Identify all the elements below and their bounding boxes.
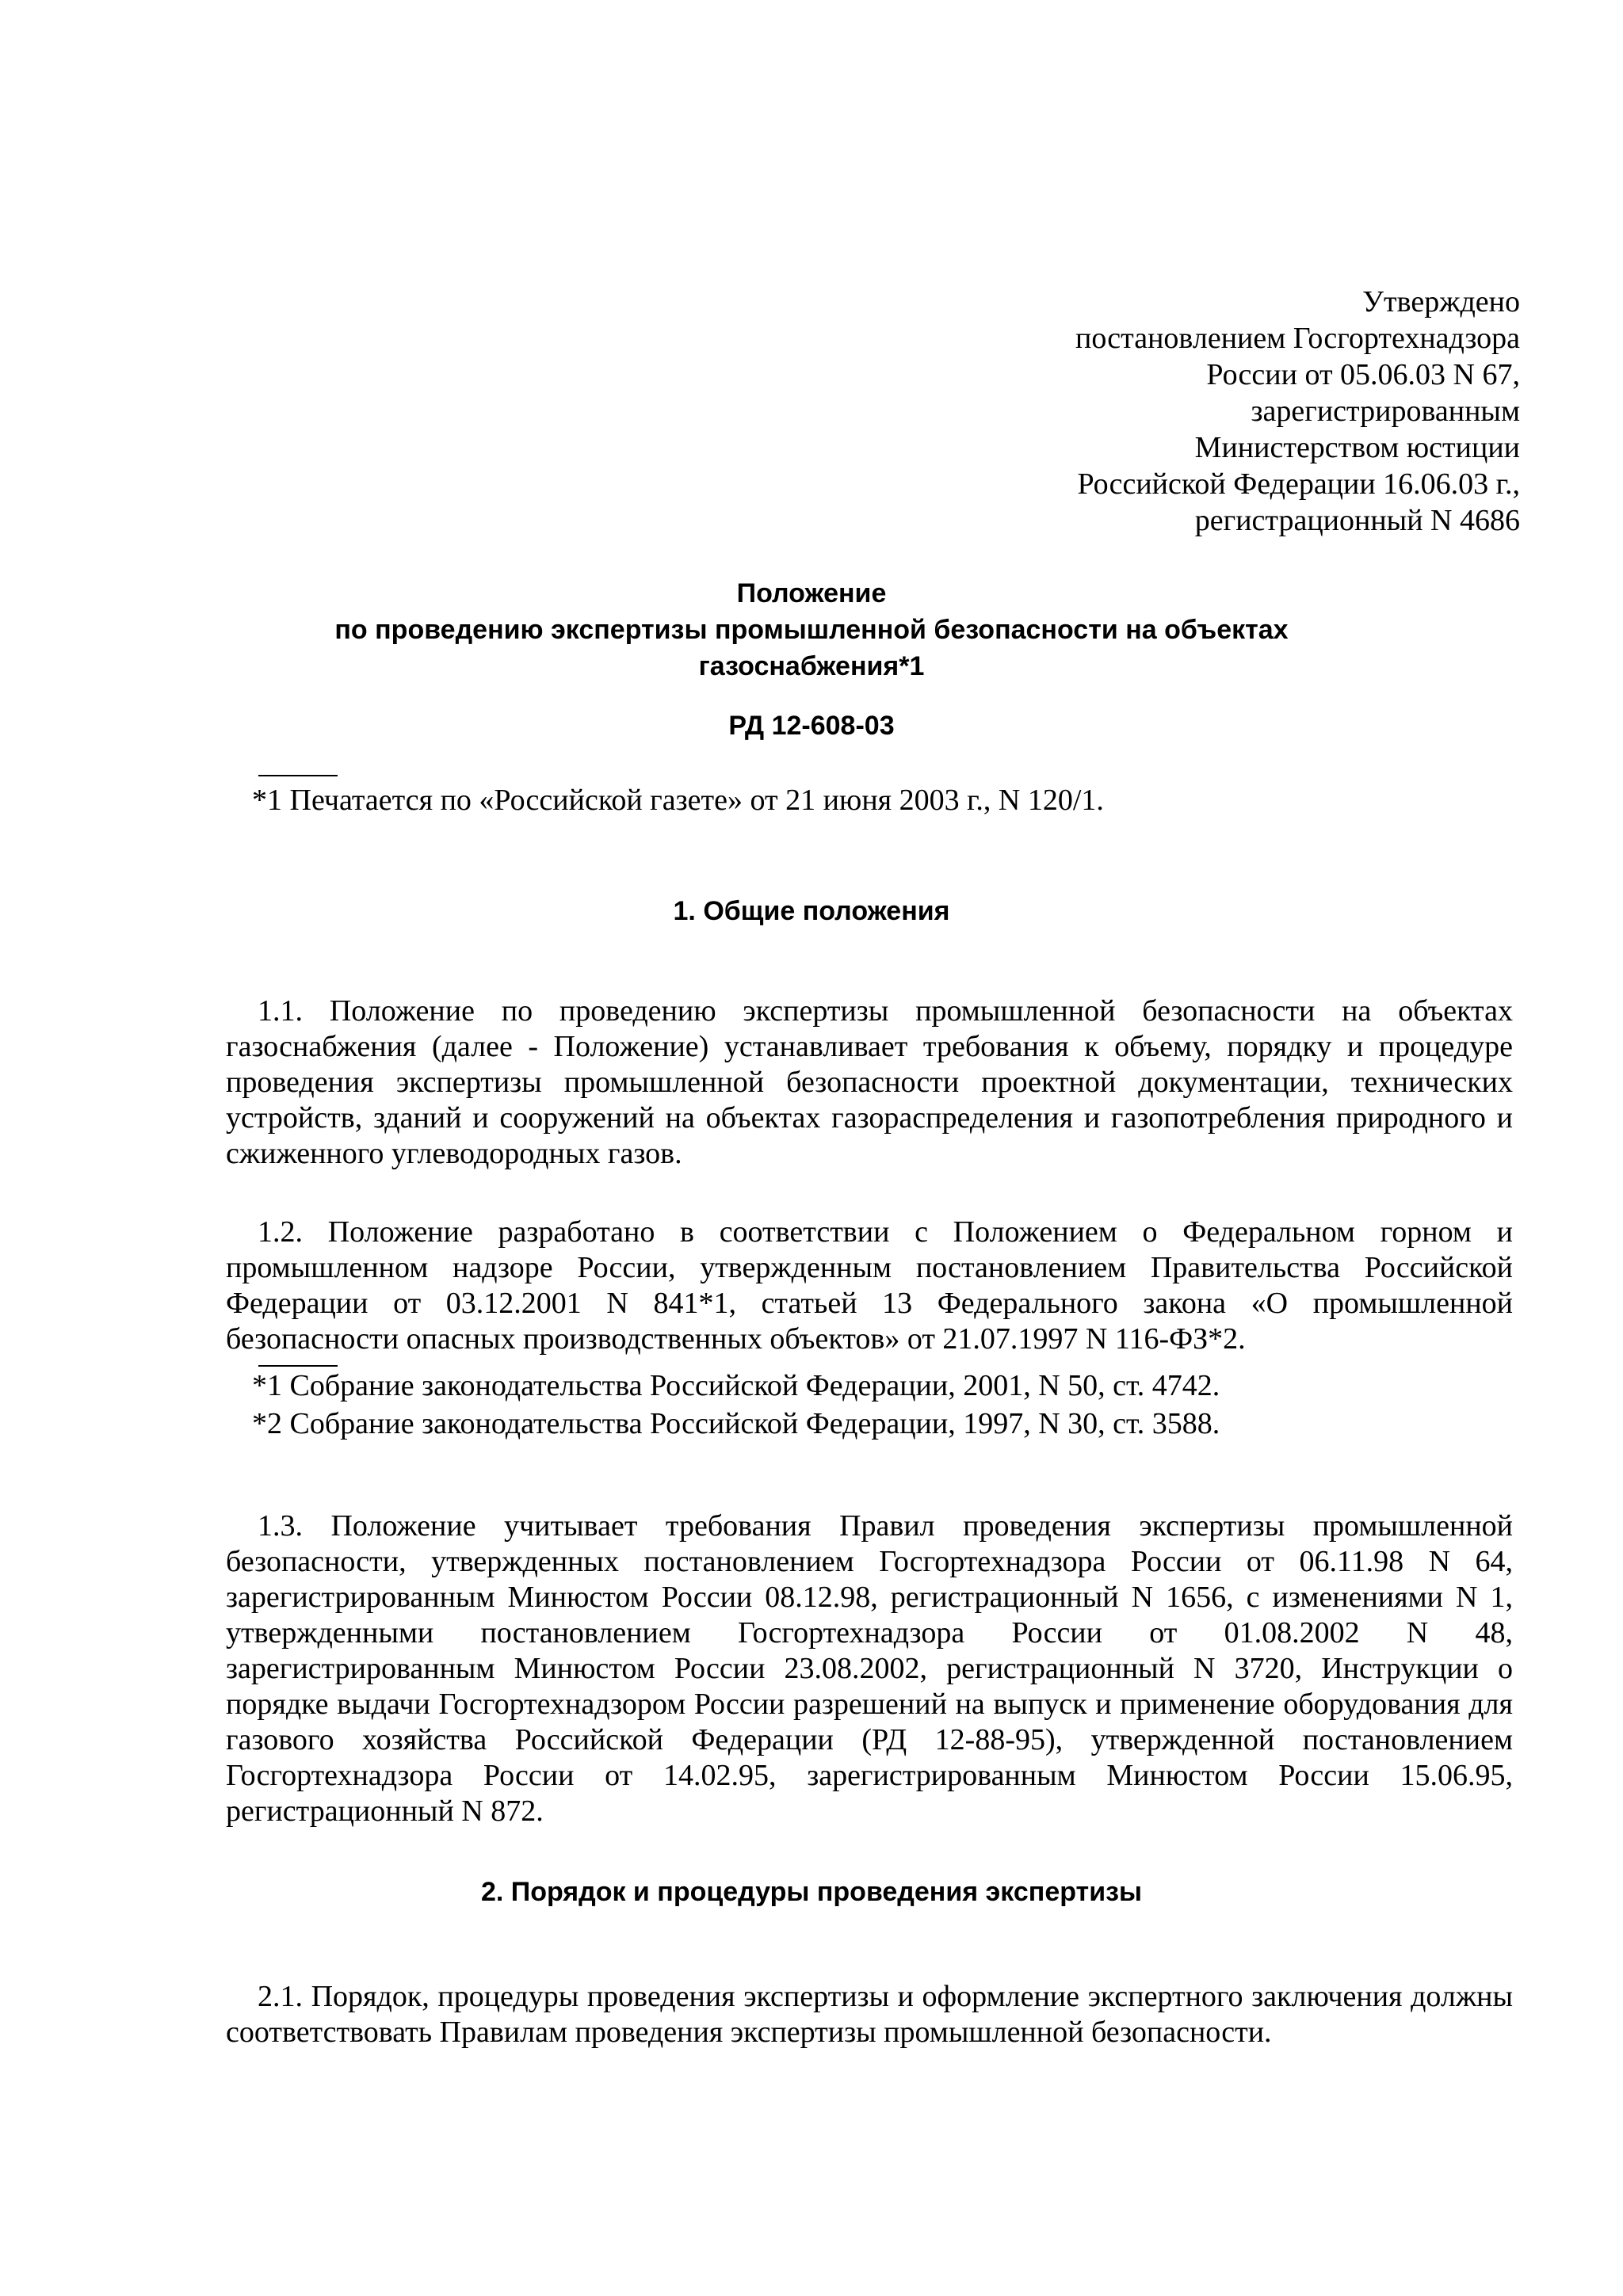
footnote-1: *1 Собрание законодательства Российской Федерации, 2001, N 50, ст. 4742.: [252, 1369, 1220, 1402]
approval-line: Министерством юстиции: [1194, 431, 1520, 464]
paragraph-2-1: 2.1. Порядок, процедуры проведения экспертизы и оформление экспертного заключения должны соответствовать Правилам проведения экспертизы промышленной безопасности.: [226, 1980, 1513, 2049]
section-heading-2: 2. Порядок и процедуры проведения экспертизы: [480, 1877, 1143, 1907]
approval-line: регистрационный N 4686: [1194, 504, 1520, 537]
document-code: РД 12-608-03: [728, 711, 895, 741]
paragraph-1-1: 1.1. Положение по проведению экспертизы промышленной безопасности на объектах газоснабжения (далее - Положение) устанавливает требования к объему, порядку и процедуре проведения экспертизы промышленной безопасности проектной документации, технических устройств, зданий и сооружений на объектах газораспределения и газопотребления природного и сжиженного углеводородных газов.: [226, 994, 1513, 1170]
footnote-separator: [258, 775, 338, 776]
footnote-2: *2 Собрание законодательства Российской Федерации, 1997, N 30, ст. 3588.: [252, 1407, 1220, 1440]
approval-line: России от 05.06.03 N 67,: [1206, 358, 1520, 391]
title-line: газоснабжения*1: [698, 651, 925, 681]
title-footnote: *1 Печатается по «Российской газете» от 21 июня 2003 г., N 120/1.: [252, 784, 1104, 817]
approval-line: постановлением Госгортехнадзора: [1075, 322, 1520, 355]
approval-line: Утверждено: [1362, 285, 1520, 318]
paragraph-1-2: 1.2. Положение разработано в соответствии с Положением о Федеральном горном и промышленном надзоре России, утвержденным постановлением Правительства Российской Федерации от 03.12.2001 N 841*1, статьей 13 Федерального закона «О промышленной безопасности опасных производственных объектов» от 21.07.1997 N 116-ФЗ*2.: [226, 1215, 1513, 1356]
approval-line: зарегистрированным: [1251, 395, 1520, 428]
title-line: Положение: [736, 578, 887, 608]
approval-line: Российской Федерации 16.06.03 г.,: [1077, 467, 1520, 501]
section-heading-1: 1. Общие положения: [673, 896, 950, 926]
document-title: [0, 575, 1623, 685]
title-line: по проведению экспертизы промышленной безопасности на объектах: [334, 615, 1289, 645]
approval-block: [1075, 284, 1520, 539]
paragraph-1-3: 1.3. Положение учитывает требования Правил проведения экспертизы промышленной безопасности, утвержденных постановлением Госгортехнадзора России от 06.11.98 N 64, зарегистрированным Минюстом России 08.12.98, регистрационный N 1656, с изменениями N 1, утвержденными постановлением Госгортехнадзора России от 01.08.2002 N 48, зарегистрированным Минюстом России 23.08.2002, регистрационный N 3720, Инструкции о порядке выдачи Госгортехнадзором России разрешений на выпуск и применение оборудования для газового хозяйства Российской Федерации (РД 12-88-95), утвержденной постановлением Госгортехнадзора России от 14.02.95, зарегистрированным Минюстом России 15.06.95, регистрационный N 872.: [226, 1509, 1513, 1828]
